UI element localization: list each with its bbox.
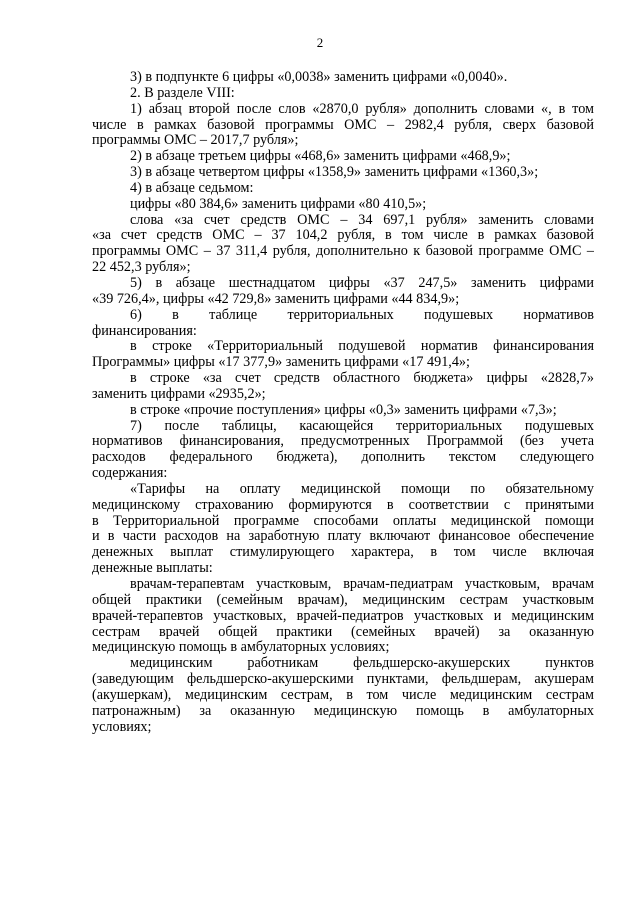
text-line: цифры «80 384,6» заменить цифрами «80 410,5»; [130,196,427,212]
text-line: медицинскую помощь в амбулаторных условиях; [92,640,390,656]
text-line: патронажным) за оказанную медицинскую помощь в амбулаторных [92,703,594,719]
text-line: в Территориальной программе способами оплаты медицинской помощи [92,513,594,529]
text-line: «за счет средств ОМС – 37 104,2 рубля, в том числе в рамках базовой [92,228,594,244]
text-line: «Тарифы на оплату медицинской помощи по обязательному [130,481,594,497]
text-line: в строке «за счет средств областного бюджета» цифры «2828,7» [130,371,594,387]
text-line: программы ОМС – 2017,7 рубля»; [92,133,299,149]
text-line: числе в рамках базовой программы ОМС – 2982,4 рубля, сверх базовой [92,117,594,133]
text-line: 3) в подпункте 6 цифры «0,0038» заменить цифрами «0,0040». [130,70,508,85]
text-line: условиях; [92,719,152,735]
paragraph [92,371,594,403]
paragraph [92,181,594,197]
text-line: содержания: [92,466,168,482]
paragraph [92,482,594,577]
text-line: программы ОМС – 37 311,4 рубля, дополнительно к базовой программе ОМС – [92,244,594,260]
text-line: (заведующим фельдшерско-акушерскими пунктами, фельдшерам, акушерам [92,672,594,688]
text-line: Программы» цифры «17 377,9» заменить цифрами «17 491,4»; [92,355,470,371]
text-line: 2) в абзаце третьем цифры «468,6» заменить цифрами «468,9»; [130,149,511,165]
text-line: медицинским работникам фельдшерско-акушерских пунктов [130,656,594,672]
text-line: врачам-терапевтам участковым, врачам-педиатрам участковым, врачам [130,577,594,592]
text-line: 1) абзац второй после слов «2870,0 рубля» дополнить словами «, в том [130,101,594,117]
text-line: нормативов финансирования, предусмотренных Программой (без учета [92,434,594,450]
text-line: 6) в таблице территориальных подушевых нормативов [130,307,594,323]
text-line: сестрам врачей общей практики (семейных врачей) за оказанную [92,624,594,640]
text-line: 3) в абзаце четвертом цифры «1358,9» заменить цифрами «1360,3»; [130,165,539,181]
text-line: слова «за счет средств ОМС – 34 697,1 рубля» заменить словами [130,212,594,228]
text-line: в строке «прочие поступления» цифры «0,3» заменить цифрами «7,3»; [130,402,557,418]
text-line: 4) в абзаце седьмом: [130,180,254,196]
paragraph [92,403,594,419]
paragraph [92,308,594,340]
paragraph [92,276,594,308]
text-line: общей практики (семейным врачам), медицинским сестрам участковым [92,592,594,608]
paragraph [92,339,594,371]
text-line: (акушеркам), медицинским сестрам, в том числе медицинским сестрам [92,687,594,703]
text-line: 22 452,3 рубля»; [92,260,191,276]
paragraph [92,70,594,86]
text-line: денежных выплат стимулирующего характера, в том числе включая [92,545,594,561]
paragraph [92,419,594,482]
document-body [92,70,594,735]
text-line: 2. В разделе VIII: [130,85,235,101]
page-number: 2 [316,35,324,50]
paragraph [92,197,594,213]
text-line: «39 726,4», цифры «42 729,8» заменить цифрами «44 834,9»; [92,291,460,307]
text-line: финансирования: [92,323,197,339]
text-line: расходов федерального бюджета), дополнить текстом следующего [92,450,594,466]
paragraph [92,577,594,656]
paragraph [92,165,594,181]
paragraph [92,102,594,150]
text-line: 7) после таблицы, касающейся территориальных подушевых [130,418,594,434]
text-line: в строке «Территориальный подушевой норматив финансирования [130,339,594,355]
paragraph [92,86,594,102]
text-line: денежные выплаты: [92,561,213,577]
paragraph [92,213,594,276]
paragraph [92,149,594,165]
paragraph [92,656,594,735]
text-line: 5) в абзаце шестнадцатом цифры «37 247,5» заменить цифрами [130,275,594,291]
text-line: врачей-терапевтов участковых, врачей-педиатров участковых и медицинским [92,608,594,624]
text-line: и в части расходов на заработную плату включают финансовое обеспечение [92,529,594,545]
text-line: медицинскому страхованию формируются в соответствии с принятыми [92,497,594,513]
text-line: заменить цифрами «2935,2»; [92,386,266,402]
